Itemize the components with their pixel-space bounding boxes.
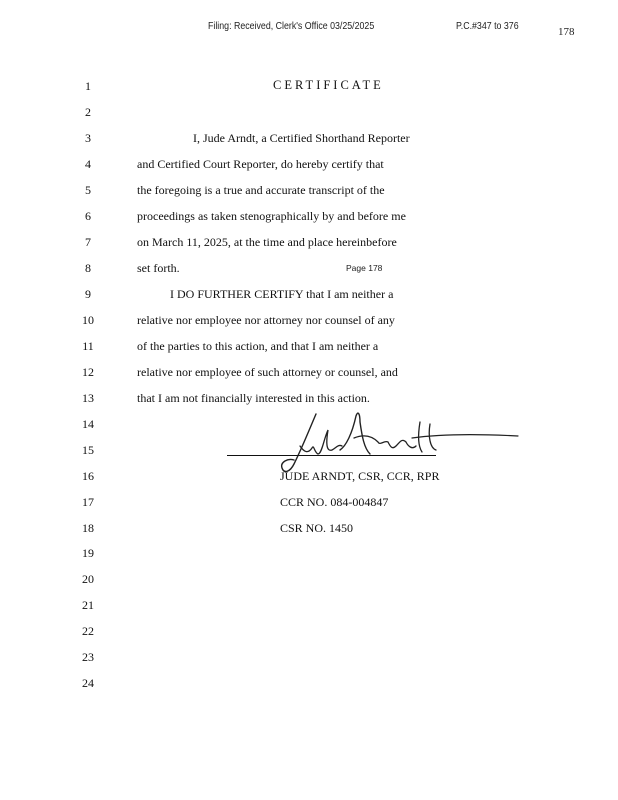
- line-number: 4: [85, 157, 91, 171]
- reporter-name: JUDE ARNDT, CSR, CCR, RPR: [280, 469, 440, 483]
- line-number: 23: [82, 650, 94, 664]
- page-stamp: Page 178: [346, 263, 383, 273]
- page-number: 178: [558, 26, 575, 38]
- line-number: 3: [85, 131, 91, 145]
- body-line: the foregoing is a true and accurate transcript of the: [137, 183, 385, 197]
- line-number: 21: [82, 598, 94, 612]
- line-number: 9: [85, 287, 91, 301]
- ccr-number: CCR NO. 084-004847: [280, 495, 389, 509]
- line-number: 8: [85, 261, 91, 275]
- signature-image: [280, 408, 525, 478]
- line-number: 12: [82, 365, 94, 379]
- filing-stamp: Filing: Received, Clerk's Office 03/25/2025: [208, 20, 375, 32]
- line-number: 17: [82, 495, 94, 509]
- body-line: relative nor employee of such attorney or counsel, and: [137, 365, 398, 379]
- line-number: 16: [82, 469, 94, 483]
- signature-line: [227, 455, 436, 456]
- line-number: 7: [85, 235, 91, 249]
- body-line: relative nor employee nor attorney nor counsel of any: [137, 313, 395, 327]
- line-number: 22: [82, 624, 94, 638]
- line-number: 24: [82, 676, 94, 690]
- line-number: 5: [85, 183, 91, 197]
- line-number: 11: [82, 339, 94, 353]
- line-number: 6: [85, 209, 91, 223]
- body-line: proceedings as taken stenographically by and before me: [137, 209, 406, 223]
- body-line: I DO FURTHER CERTIFY that I am neither a: [170, 287, 394, 301]
- line-number: 14: [82, 417, 94, 431]
- page-title: CERTIFICATE: [273, 78, 384, 92]
- line-number: 20: [82, 572, 94, 586]
- line-number: 2: [85, 105, 91, 119]
- line-number: 10: [82, 313, 94, 327]
- body-line: that I am not financially interested in this action.: [137, 391, 370, 405]
- body-line: and Certified Court Reporter, do hereby certify that: [137, 157, 384, 171]
- csr-number: CSR NO. 1450: [280, 521, 354, 535]
- line-number: 19: [82, 546, 94, 560]
- line-number: 18: [82, 521, 94, 535]
- line-number: 13: [82, 391, 94, 405]
- pc-range: P.C.#347 to 376: [456, 20, 519, 32]
- body-line: of the parties to this action, and that I am neither a: [137, 339, 379, 353]
- line-number: 15: [82, 443, 94, 457]
- line-number: 1: [85, 79, 91, 93]
- body-line: on March 11, 2025, at the time and place hereinbefore: [137, 235, 397, 249]
- body-line: set forth.: [137, 261, 180, 275]
- body-line: I, Jude Arndt, a Certified Shorthand Reporter: [193, 131, 410, 145]
